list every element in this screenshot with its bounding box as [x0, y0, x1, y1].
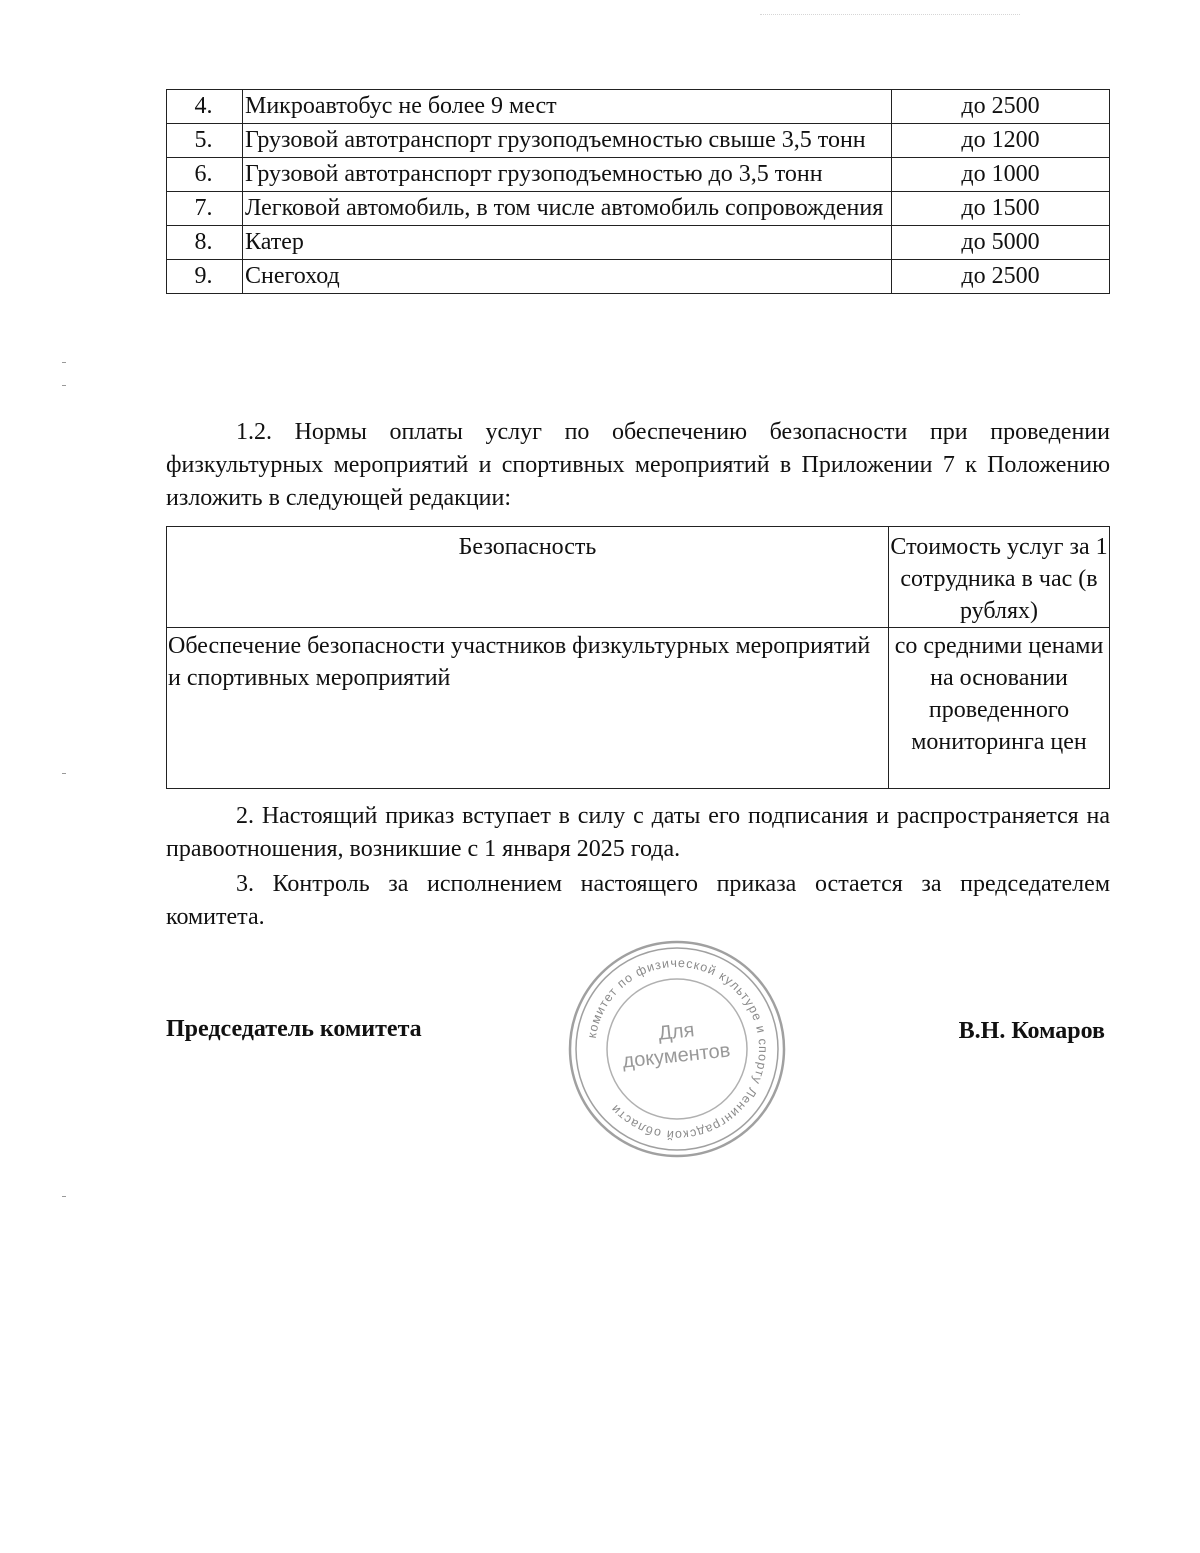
- row-number: 9.: [167, 260, 243, 294]
- security-price-table: [166, 526, 1110, 789]
- table-row: [167, 90, 1110, 124]
- table-row: [167, 124, 1110, 158]
- row-number: 8.: [167, 226, 243, 260]
- vehicle-price: до 1000: [892, 158, 1110, 192]
- row-number: 7.: [167, 192, 243, 226]
- table-row: [167, 628, 1110, 789]
- header-security: Безопасность: [167, 527, 889, 628]
- header-cost: Стоимость услуг за 1 сотрудника в час (в рублях): [889, 527, 1110, 628]
- scan-speck: [62, 1196, 66, 1197]
- paragraph-1-2-text: 1.2. Нормы оплаты услуг по обеспечению безопасности при проведении физкультурных мероприятий и спортивных мероприятий в Приложении 7 к Положению изложить в следующей редакции:: [166, 419, 1110, 511]
- vehicle-price-table: [166, 89, 1110, 294]
- table-row: [167, 226, 1110, 260]
- vehicle-name: Грузовой автотранспорт грузоподъемностью свыше 3,5 тонн: [243, 124, 892, 158]
- table-row: [167, 260, 1110, 294]
- table-row: [167, 192, 1110, 226]
- scan-speck: [62, 362, 66, 363]
- vehicle-name: Катер: [243, 226, 892, 260]
- scan-speck: [62, 773, 66, 774]
- table-row: [167, 158, 1110, 192]
- vehicle-price: до 5000: [892, 226, 1110, 260]
- signatory-name: В.Н. Комаров: [958, 1018, 1105, 1044]
- signatory-position: Председатель комитета: [166, 1016, 422, 1042]
- vehicle-price: до 2500: [892, 90, 1110, 124]
- official-stamp: [566, 938, 788, 1160]
- vehicle-price: до 1200: [892, 124, 1110, 158]
- scan-speck: [62, 385, 66, 386]
- security-service-cell: Обеспечение безопасности участников физкультурных мероприятий и спортивных мероприятий: [167, 628, 889, 789]
- stamp-center-line1: Для: [657, 1019, 696, 1045]
- stamp-ring-text: комитет по физической культуре и спорту Ленинградской области: [584, 955, 771, 1143]
- row-number: 4.: [167, 90, 243, 124]
- vehicle-price: до 2500: [892, 260, 1110, 294]
- paragraph-2: 2. Настоящий приказ вступает в силу с даты его подписания и распространяется на правоотношения, возникшие с 1 января 2025 года.: [166, 803, 1110, 862]
- paragraph-1-2: [166, 416, 1110, 515]
- vehicle-price: до 1500: [892, 192, 1110, 226]
- vehicle-name: Снегоход: [243, 260, 892, 294]
- row-number: 6.: [167, 158, 243, 192]
- scan-artifact: [760, 14, 1020, 23]
- vehicle-name: Грузовой автотранспорт грузоподъемностью до 3,5 тонн: [243, 158, 892, 192]
- row-number: 5.: [167, 124, 243, 158]
- security-cost-cell: со средними ценами на основании проведенного мониторинга цен: [889, 628, 1110, 789]
- stamp-center-line2: документов: [621, 1039, 732, 1073]
- vehicle-name: Легковой автомобиль, в том числе автомобиль сопровождения: [243, 192, 892, 226]
- paragraph-3: 3. Контроль за исполнением настоящего приказа остается за председателем комитета.: [166, 871, 1110, 930]
- table-header-row: [167, 527, 1110, 628]
- vehicle-name: Микроавтобус не более 9 мест: [243, 90, 892, 124]
